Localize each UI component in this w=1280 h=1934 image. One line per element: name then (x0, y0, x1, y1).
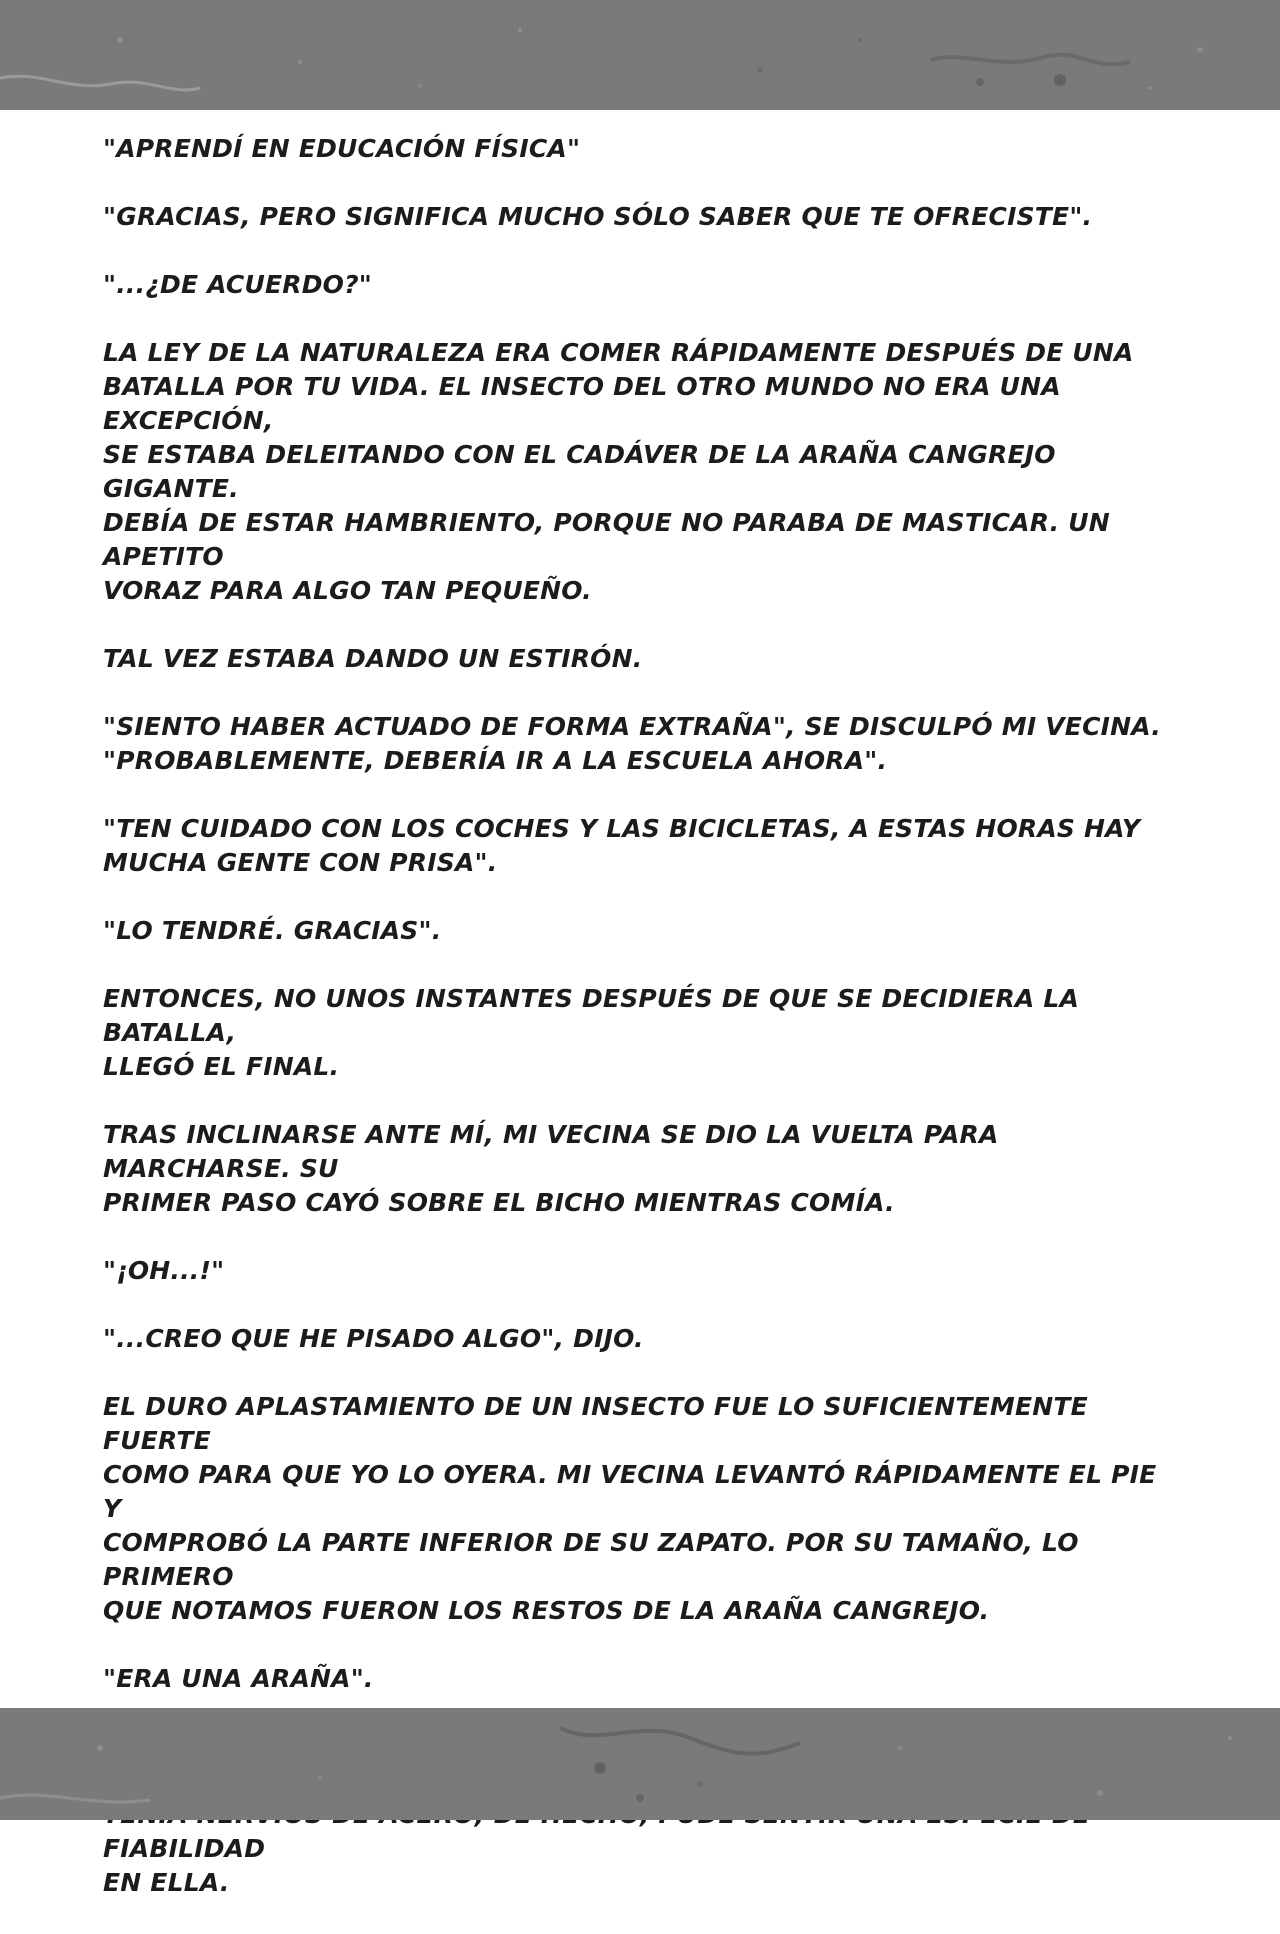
story-text (103, 132, 1183, 1934)
paragraph: "ERA UNA ARAÑA". (103, 1664, 374, 1693)
paragraph: "GRACIAS, PERO SIGNIFICA MUCHO SÓLO SABER QUE TE OFRECISTE". (103, 202, 1093, 231)
paragraph: FIABILIDAD EN ELLA. (103, 1834, 266, 1897)
paragraph: TAL VEZ ESTABA DANDO UN ESTIRÓN. (103, 644, 643, 673)
paragraph: LA LEY DE LA NATURALEZA ERA COMER RÁPIDAMENTE DESPUÉS DE UNA BATALLA POR TU VIDA. EL INSECTO DEL OTRO MUNDO NO ERA UNA EXCEPCIÓN, SE ESTABA DELEITANDO CON EL CADÁVER DE LA ARAÑA CANGREJO GIGANTE. DEBÍA DE ESTAR HAMBRIENTO, PORQUE NO PARABA DE MASTICAR. UN APETITO VORAZ PARA ALGO TAN PEQUEÑO. (103, 338, 1134, 605)
top-grunge-texture (0, 0, 1280, 110)
paragraph: TRAS INCLINARSE ANTE MÍ, MI VECINA SE DIO LA VUELTA PARA MARCHARSE. SU PRIMER PASO CAYÓ SOBRE EL BICHO MIENTRAS COMÍA. (103, 1120, 999, 1217)
paragraph: EL DURO APLASTAMIENTO DE UN INSECTO FUE LO SUFICIENTEMENTE FUERTE COMO PARA QUE YO LO OYERA. MI VECINA LEVANTÓ RÁPIDAMENTE EL PIE Y COMPROBÓ LA PARTE INFERIOR DE SU ZAPATO. POR SU TAMAÑO, LO PRIMERO QUE NOTAMOS FUERON LOS RESTOS DE LA ARAÑA CANGREJO. (103, 1392, 1157, 1625)
paragraph: "...¿DE ACUERDO?" (103, 270, 373, 299)
paragraph: "...CREO QUE HE PISADO ALGO", DIJO. (103, 1324, 644, 1353)
paragraph: "¡OH...!" (103, 1256, 225, 1285)
paragraph: "SIENTO HABER ACTUADO DE FORMA EXTRAÑA", SE DISCULPÓ MI VECINA. "PROBABLEMENTE, DEBERÍA IR A LA ESCUELA AHORA". (103, 712, 1161, 775)
paragraph: "APRENDÍ EN EDUCACIÓN FÍSICA" (103, 134, 581, 163)
paragraph: "TEN CUIDADO CON LOS COCHES Y LAS BICICLETAS, A ESTAS HORAS HAY MUCHA GENTE CON PRISA". (103, 814, 1141, 877)
paragraph: "LO TENDRÉ. GRACIAS". (103, 916, 442, 945)
top-grunge-band (0, 0, 1280, 110)
bottom-grunge-texture (0, 1708, 1280, 1820)
paragraph: ENTONCES, NO UNOS INSTANTES DESPUÉS DE QUE SE DECIDIERA LA BATALLA, LLEGÓ EL FINAL. (103, 984, 1080, 1081)
bottom-grunge-band (0, 1708, 1280, 1820)
